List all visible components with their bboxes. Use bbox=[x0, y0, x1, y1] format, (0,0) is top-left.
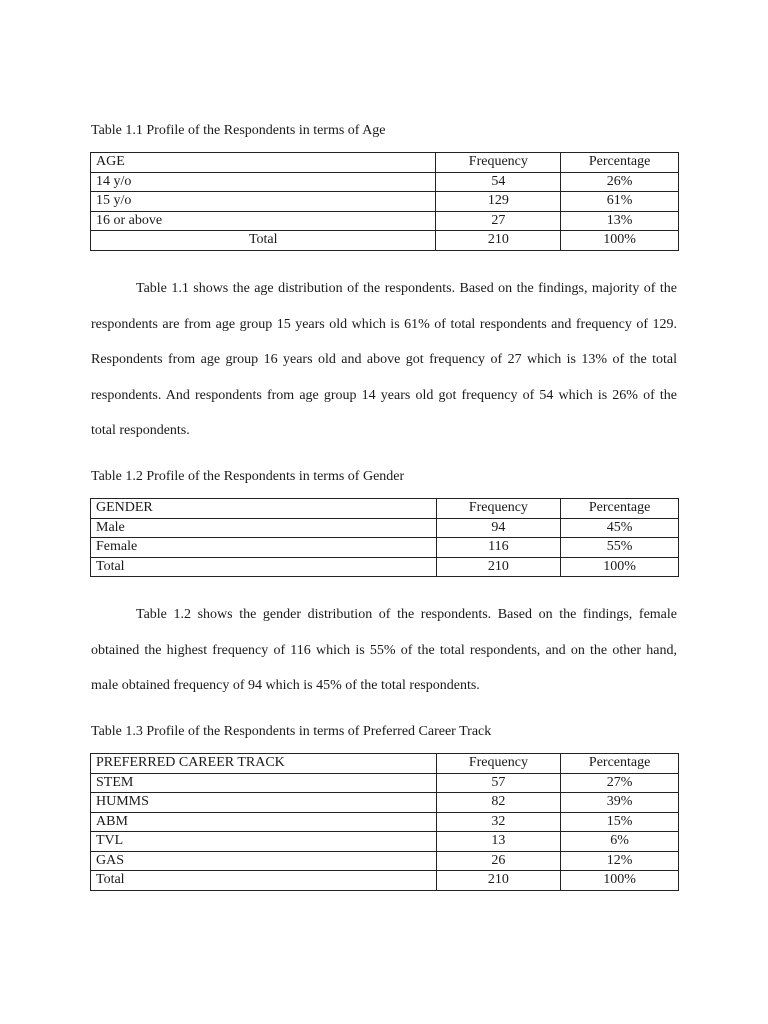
cell: 26 bbox=[436, 851, 561, 871]
cell: 54 bbox=[436, 172, 561, 192]
table-1-1-caption: Table 1.1 Profile of the Respondents in terms of Age bbox=[91, 123, 386, 138]
cell: 39% bbox=[561, 793, 679, 813]
cell: GAS bbox=[91, 851, 437, 871]
cell: 32 bbox=[436, 812, 561, 832]
cell: 16 or above bbox=[91, 211, 436, 231]
cell: TVL bbox=[91, 832, 437, 852]
header-cell: Frequency bbox=[436, 754, 561, 774]
table-career-track bbox=[90, 753, 679, 891]
cell: 12% bbox=[561, 851, 679, 871]
table-row bbox=[91, 172, 679, 192]
cell: 14 y/o bbox=[91, 172, 436, 192]
cell: ABM bbox=[91, 812, 437, 832]
cell: 210 bbox=[436, 871, 561, 891]
table-total-row bbox=[91, 557, 679, 577]
cell: Total bbox=[91, 557, 437, 577]
cell: 55% bbox=[561, 538, 679, 558]
cell: 13% bbox=[561, 211, 679, 231]
header-cell: GENDER bbox=[91, 499, 437, 519]
cell: 94 bbox=[436, 518, 561, 538]
cell: 45% bbox=[561, 518, 679, 538]
table-row bbox=[91, 812, 679, 832]
cell: Total bbox=[91, 231, 436, 251]
header-cell: Percentage bbox=[561, 754, 679, 774]
table-row bbox=[91, 192, 679, 212]
table-total-row bbox=[91, 231, 679, 251]
table-row bbox=[91, 773, 679, 793]
header-cell: Percentage bbox=[561, 153, 679, 173]
cell: Male bbox=[91, 518, 437, 538]
cell: 13 bbox=[436, 832, 561, 852]
header-cell: Percentage bbox=[561, 499, 679, 519]
table-age bbox=[90, 152, 679, 251]
header-cell: PREFERRED CAREER TRACK bbox=[91, 754, 437, 774]
table-row bbox=[91, 211, 679, 231]
header-cell: Frequency bbox=[436, 153, 561, 173]
table-row bbox=[91, 851, 679, 871]
table-header-row bbox=[91, 153, 679, 173]
table-row bbox=[91, 538, 679, 558]
cell: HUMMS bbox=[91, 793, 437, 813]
cell: 27% bbox=[561, 773, 679, 793]
cell: 27 bbox=[436, 211, 561, 231]
cell: 210 bbox=[436, 231, 561, 251]
table-row bbox=[91, 518, 679, 538]
cell: 26% bbox=[561, 172, 679, 192]
paragraph-table-1-2: Table 1.2 shows the gender distribution of the respondents. Based on the findings, female obtained the highest frequency of 116 which is 55% of the total respondents, and on the other hand, male obtained frequency of 94 which is 45% of the total respondents. bbox=[91, 607, 677, 694]
cell: STEM bbox=[91, 773, 437, 793]
cell: 100% bbox=[561, 557, 679, 577]
cell: 61% bbox=[561, 192, 679, 212]
header-cell: Frequency bbox=[436, 499, 561, 519]
cell: 82 bbox=[436, 793, 561, 813]
table-header-row bbox=[91, 754, 679, 774]
cell: 15% bbox=[561, 812, 679, 832]
cell: 57 bbox=[436, 773, 561, 793]
header-cell: AGE bbox=[91, 153, 436, 173]
table-header-row bbox=[91, 499, 679, 519]
cell: 15 y/o bbox=[91, 192, 436, 212]
table-row bbox=[91, 793, 679, 813]
table-total-row bbox=[91, 871, 679, 891]
table-1-2-caption: Table 1.2 Profile of the Respondents in terms of Gender bbox=[91, 469, 405, 484]
cell: 100% bbox=[561, 871, 679, 891]
paragraph-table-1-1: Table 1.1 shows the age distribution of the respondents. Based on the findings, majority of the respondents are from age group 15 years old which is 61% of total respondents and frequency of 129. Respondents from age group 16 years old and above got frequency of 27 which is 13% of the total respondents. And respondents from age group 14 years old got frequency of 54 which is 26% of the total respondents. bbox=[91, 281, 677, 439]
table-row bbox=[91, 832, 679, 852]
cell: Female bbox=[91, 538, 437, 558]
cell: 129 bbox=[436, 192, 561, 212]
cell: Total bbox=[91, 871, 437, 891]
cell: 210 bbox=[436, 557, 561, 577]
cell: 6% bbox=[561, 832, 679, 852]
table-1-3-caption: Table 1.3 Profile of the Respondents in terms of Preferred Career Track bbox=[91, 724, 492, 739]
cell: 116 bbox=[436, 538, 561, 558]
cell: 100% bbox=[561, 231, 679, 251]
table-gender bbox=[90, 498, 679, 577]
